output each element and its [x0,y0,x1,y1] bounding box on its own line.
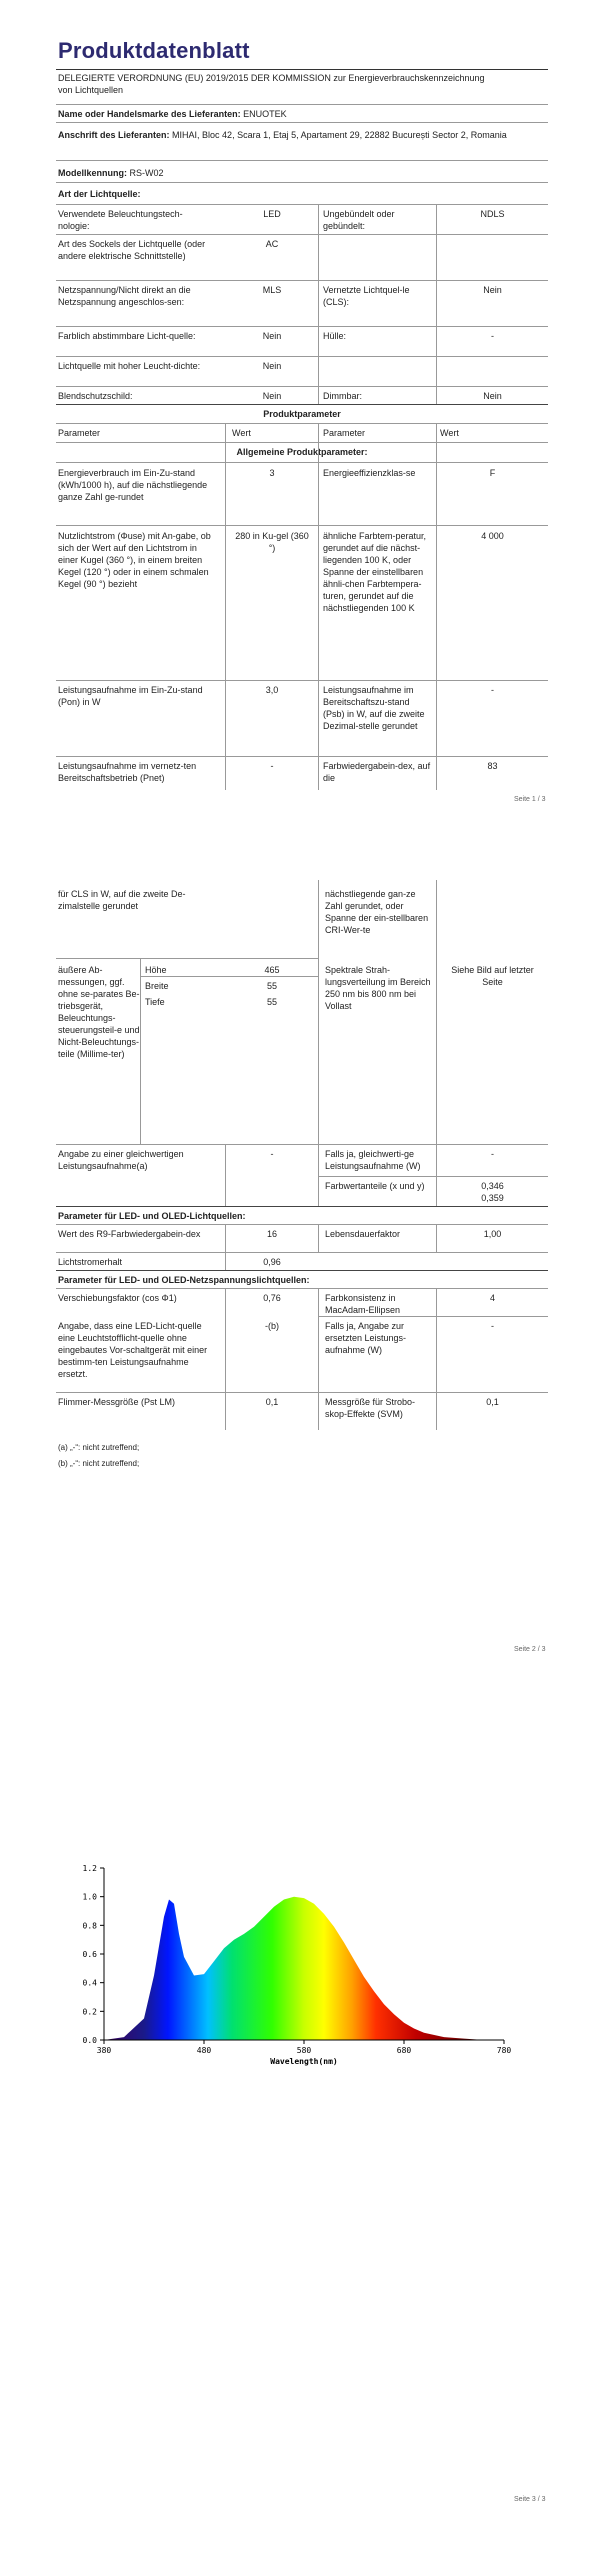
divider [56,958,318,959]
x-tick-label: 380 [96,2046,112,2055]
divider [56,356,548,357]
column-divider [436,880,437,1206]
col-param-2: Parameter [323,428,366,438]
cct-label: ähnliche Farbtem-peratur, gerundet auf die nächst-liegenden 100 K, oder Spanne der einstellbaren ähnli-chen Farbtempera-turen, gerundet auf die nächstliegenden 100 K [323,531,427,613]
height-label: Höhe [145,965,167,975]
svm-label: Messgröße für Strobo-skop-Effekte (SVM) [325,1397,416,1419]
equiv-value: - [270,1149,274,1159]
equiv-label: Angabe zu einer gleichwertigen Leistungsaufnahme(a) [58,1149,184,1171]
chroma-y: 0,359 [481,1193,504,1203]
page-number: Seite 2 / 3 [514,1646,546,1653]
led-heading: Parameter für LED- und OLED-Lichtquellen: [58,1211,246,1221]
class-label: Energieeffizienzklas-se [323,468,416,478]
divider [56,423,548,424]
fluorescent-label: Angabe, dass eine LED-Licht-quelle eine Leuchtstofflicht-quelle ohne eingebautes Vor-schaltgerät mit einer bestimm-ten Leistungsaufnahme ersetzt. [58,1321,208,1379]
cap-value: AC [265,239,279,249]
psb-value: - [491,685,494,695]
divider [318,1316,548,1317]
replaced-label: Falls ja, Angabe zur ersetzten Leistungs-aufnahme (W) [325,1321,407,1355]
glare-label: Blendschutzschild: [58,391,133,401]
page-number: Seite 1 / 3 [514,796,546,803]
page-3 [0,1700,603,2560]
cri-value: 83 [487,761,498,771]
fluorescent-value: -(b) [265,1321,279,1331]
address-value: MIHAI, Bloc 42, Scara 1, Etaj 5, Apartament 29, 22882 București Sector 2, Romania [172,130,507,140]
cri-cont: nächstliegende gan-ze Zahl gerundet, oder Spanne der ein-stellbaren CRI-Wer-te [325,889,429,935]
directional-value: NDLS [480,209,505,219]
supplier-label: Name oder Handelsmarke des Lieferanten: [58,109,241,119]
column-divider [436,204,437,404]
y-tick-label: 1.2 [82,1864,97,1873]
mains-label: Netzspannung/Nicht direkt an die Netzspannung angeschlos-sen: [58,285,191,307]
cos-value: 0,76 [263,1293,281,1303]
address-row [58,129,548,141]
cri-label: Farbwiedergabein-dex, auf die [323,761,431,783]
width-label: Breite [145,981,169,991]
params-heading: Produktparameter [263,409,341,419]
maint-value: 0,96 [263,1257,281,1267]
tunable-label: Farblich abstimmbare Licht-quelle: [58,331,196,341]
cct-value: 4 000 [481,531,504,541]
divider [56,1224,548,1225]
flicker-value: 0,1 [265,1397,279,1407]
depth-value: 55 [266,997,277,1007]
spectrum-area [104,1897,504,2040]
directional-label: Ungebündelt oder gebündelt: [323,209,395,231]
maint-label: Lichtstromerhalt [58,1257,123,1267]
pon-value: 3,0 [265,685,279,695]
divider [318,1176,548,1177]
energy-value: 3 [269,468,275,478]
divider [56,1270,548,1271]
address-label: Anschrift des Lieferanten: [58,130,170,140]
divider [56,404,548,405]
y-tick-label: 0.0 [82,2036,97,2045]
divider [56,122,548,123]
depth-label: Tiefe [145,997,165,1007]
page-2 [0,880,603,1660]
tech-value: LED [263,209,281,219]
cap-label: Art des Sockels der Lichtquelle (oder andere elektrische Schnittstelle) [58,239,206,261]
mains-value: MLS [262,285,282,295]
psb-label: Leistungsaufnahme im Bereitschaftszu-stand (Psb) in W, auf die zweite Dezimal-stelle gerundet [323,685,425,731]
equiv-power-label: Falls ja, gleichwerti-ge Leistungsaufnahme (W) [325,1149,421,1171]
general-heading: Allgemeine Produktparameter: [236,447,368,457]
replaced-value: - [491,1321,494,1331]
cls-label: Vernetzte Lichtquel-le (CLS): [323,285,410,307]
x-tick-label: 480 [196,2046,212,2055]
divider [56,204,548,205]
pnet-value: - [270,761,274,771]
supplier-row [58,108,548,120]
footnote-b: (b) „-“: nicht zutreffend; [58,1459,140,1468]
column-divider [225,423,226,790]
consistency-value: 4 [489,1293,495,1303]
life-value: 1,00 [483,1229,502,1239]
divider [56,280,548,281]
column-divider [436,1288,437,1430]
flux-value: 280 in Ku-gel (360 °) [235,531,309,553]
column-divider [225,1288,226,1430]
luminance-label: Lichtquelle mit hoher Leucht-dichte: [58,361,201,371]
divider [56,680,548,681]
cos-label: Verschiebungsfaktor (cos Φ1) [58,1293,177,1303]
divider [56,1144,548,1145]
regulation-text: DELEGIERTE VERORDNUNG (EU) 2019/2015 DER KOMMISSION zur Energieverbrauchskennzeichnung von Lichtquellen [58,73,485,95]
footnote-a: (a) „-“: nicht zutreffend; [58,1443,140,1452]
energy-label: Energieverbrauch im Ein-Zu-stand (kWh/1000 h), auf die nächstliegende ganze Zahl ge-rundet [58,468,208,502]
x-axis-label: Wavelength(nm) [270,2057,338,2066]
y-tick-label: 0.2 [82,2007,97,2017]
y-tick-label: 0.6 [82,1950,97,1959]
title-rule [56,69,548,70]
tech-label: Verwendete Beleuchtungstech-nologie: [58,209,183,231]
svm-value: 0,1 [486,1397,499,1407]
cls-value: Nein [483,285,502,295]
r9-label: Wert des R9-Farbwiedergabein-dex [58,1229,201,1239]
pon-label [58,684,218,708]
height-value: 465 [264,965,280,975]
divider [56,1288,548,1289]
dimmable-label: Dimmbar: [323,391,363,401]
consistency-label: Farbkonsistenz in MacAdam-Ellipsen [325,1293,401,1315]
divider [56,326,548,327]
divider [56,442,548,443]
divider [56,1206,548,1207]
page-1 [0,0,603,820]
page-title: Produktdatenblatt [58,38,250,63]
y-tick-label: 1.0 [82,1892,97,1902]
divider [56,756,548,757]
spectral-value: Siehe Bild auf letzter Seite [451,965,534,987]
model-value: RS-W02 [129,168,164,178]
column-divider [436,423,437,790]
r9-value: 16 [266,1229,277,1239]
type-heading: Art der Lichtquelle: [58,189,141,199]
x-tick-label: 780 [496,2046,512,2055]
divider [56,104,548,105]
column-divider [318,1224,319,1252]
divider [56,182,548,183]
column-divider [225,1144,226,1206]
divider [56,462,548,463]
col-value-2: Wert [440,428,459,438]
column-divider [436,1224,437,1252]
mains-heading: Parameter für LED- und OLED-Netzspannungslichtquellen: [58,1275,310,1285]
spectrum-chart [0,1850,603,2070]
dims-label: äußere Ab-messungen, ggf. ohne se-parates Be-triebsgerät, Beleuchtungs-steuerungsteil-e und Nicht-Beleuchtungs-teile (Millime-ter) [58,965,140,1059]
life-label: Lebensdauerfaktor [325,1229,401,1239]
luminance-value: Nein [262,361,282,371]
envelope-label: Hülle: [323,331,347,341]
divider [56,386,548,387]
divider [56,525,548,526]
width-value: 55 [266,981,277,991]
column-divider [225,1224,226,1270]
y-tick-label: 0.8 [82,1921,97,1931]
column-divider [318,1288,319,1430]
pnet-label: Leistungsaufnahme im vernetz-ten Bereitschaftsbetrieb (Pnet) [58,761,197,783]
tunable-value: Nein [262,331,282,341]
column-divider [318,204,319,404]
page-number: Seite 3 / 3 [514,2496,546,2503]
dimmable-value: Nein [483,391,502,401]
x-tick-label: 580 [296,2046,312,2055]
y-tick-label: 0.4 [82,1978,97,1988]
divider [56,234,548,235]
pon-text: Leistungsaufnahme im Ein-Zu-stand (Pon) in W [58,685,203,707]
divider [56,160,548,161]
divider [140,976,318,977]
model-label: Modellkennung: [58,168,127,178]
column-divider [318,880,319,1206]
model-row [58,167,548,179]
divider [56,1252,548,1253]
col-param: Parameter [58,428,101,438]
pnet-cont: für CLS in W, auf die zweite De-zimalstelle gerundet [58,889,186,911]
spectral-label: Spektrale Strah-lungsverteilung im Bereich 250 nm bis 800 nm bei Vollast [325,965,431,1011]
chroma-x: 0,346 [481,1181,504,1191]
divider [56,1392,548,1393]
class-value: F [489,468,496,478]
column-divider [140,958,141,1144]
envelope-value: - [491,331,494,341]
chroma-label: Farbwertanteile (x und y) [325,1181,425,1191]
supplier-value: ENUOTEK [243,109,287,119]
glare-value: Nein [262,391,282,401]
flicker-label: Flimmer-Messgröße (Pst LM) [58,1397,176,1407]
flux-label: Nutzlichtstrom (Φuse) mit An-gabe, ob sich der Wert auf den Lichtstrom in einer Kugel (360 °), in einem breiten Kegel (120 °) oder in einem schmalen Kegel (90 °) bezieht [58,531,211,589]
equiv-power-value: - [491,1149,494,1159]
x-tick-label: 680 [396,2046,412,2055]
col-value: Wert [232,428,251,438]
column-divider [318,423,319,790]
